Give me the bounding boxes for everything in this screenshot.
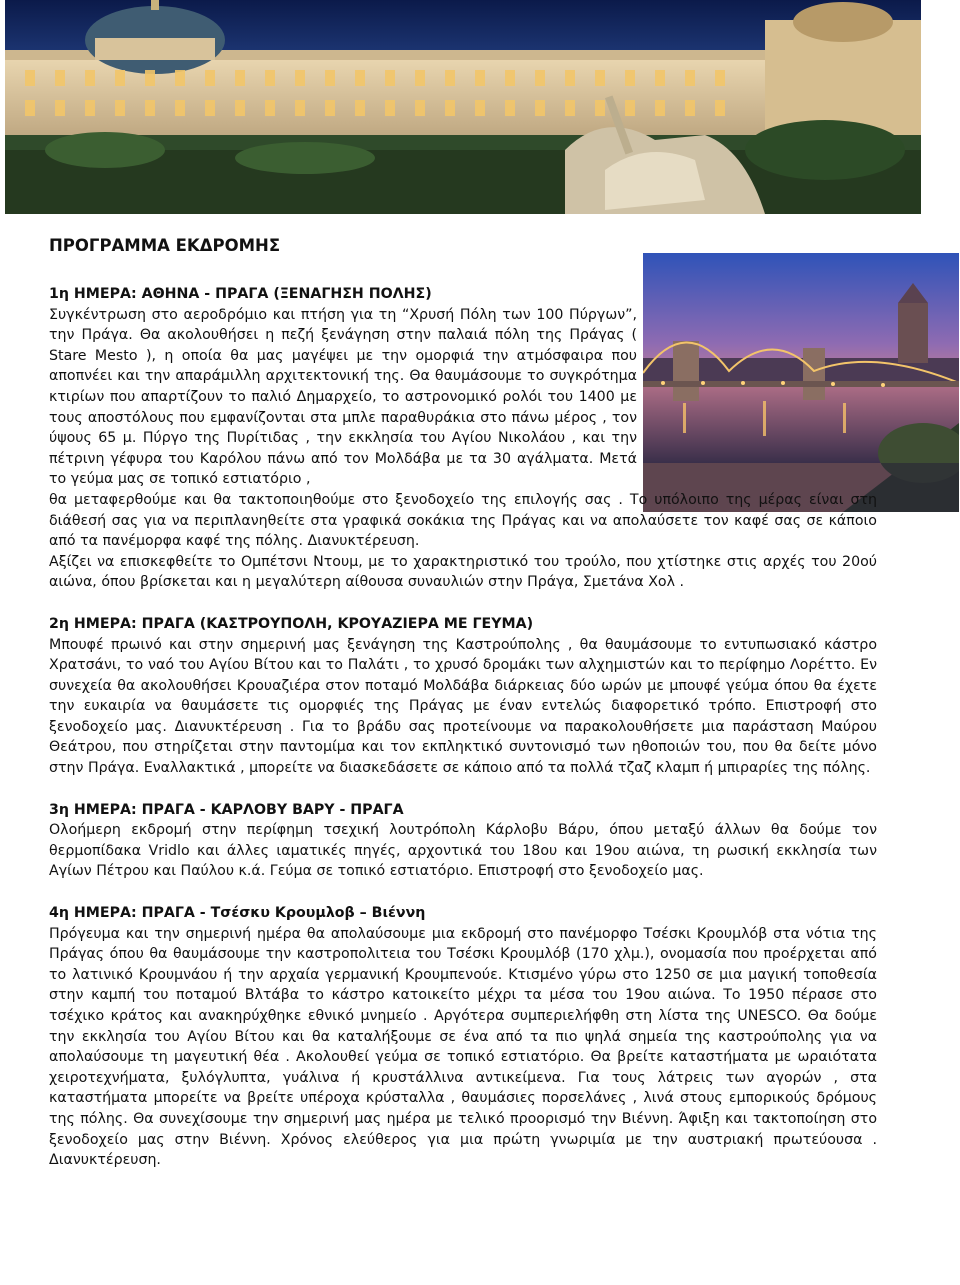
day-1-text-wide: θα μεταφερθούμε και θα τακτοποιηθούμε στο ξενοδοχείο της επιλογής σας . Το υπόλοιπο της μέρας είναι στη διάθεσή σας για να περιπλανηθείτε στα γραφικά σοκάκια της Πράγας και να απολαύσετε τον καφέ σας σε κάποιο από τα πανέμορφα καφέ της πόλης. Διανυκτέρευση. (49, 491, 877, 550)
day-2-text: Μπουφέ πρωινό και στην σημερινή μας ξενάγηση της Καστρούπολης , θα θαυμάσουμε το εντυπωσιακό κάστρο Χρατσάνι, το ναό του Αγίου Βίτου και το Παλάτι , το χρυσό δρομάκι των αλχημιστών και το περίφημο Λορέττο. Εν συνεχεία θα ακολουθήσει Κρουαζιέρα στον ποταμό Μολδάβα διάρκειας δύο ωρών με μπουφέ γεύμα όπου θα έχετε την ευκαιρία να θαυμάσετε τις ομορφιές της Πράγας με έναν εντελώς διαφορετικό τρόπο. Επιστροφή στο ξενοδοχείο μας. Διανυκτέρευση . Για το βράδυ σας προτείνουμε να παρακολουθήσετε μια παράσταση Μαύρου Θεάτρου, που στηρίζεται στην παντομίμα και τον εκπληκτικό συντονισμό των ηθοποιών του, που θα δείτε μόνο στην Πράγα. Εναλλακτικά , μπορείτε να διασκεδάσετε σε κάποιο από τα πολλά τζαζ κλαμπ ή μπιραρίες της πόλης. (49, 636, 877, 777)
day-1 (49, 284, 877, 593)
day-3 (49, 800, 877, 882)
day-2-heading: 2η ΗΜΕΡΑ: ΠΡΑΓΑ (ΚΑΣΤΡΟΥΠΟΛΗ, ΚΡΟΥΑΖΙΕΡΑ ΜΕ ΓΕΥΜΑ) (49, 615, 534, 632)
day-3-text: Ολοήμερη εκδρομή στην περίφημη τσεχική λουτρόπολη Κάρλοβυ Βάρυ, όπου μεταξύ άλλων θα δούμε τον θερμοπίδακα Vridlo και άλλες ιαματικές πηγές, αρχοντικά του 18ου και 19ου αιώνα, τη ρωσική εκκλησία των Αγίων Πέτρου και Παύλου κ.ά. Γεύμα σε τοπικό εστιατόριο. Επιστροφή στο ξενοδοχείο μας. (49, 822, 877, 880)
day-2 (49, 614, 877, 779)
day-1-heading: 1η ΗΜΕΡΑ: ΑΘΗΝΑ - ΠΡΑΓΑ (ΞΕΝΑΓΗΣΗ ΠΟΛΗΣ) (49, 286, 432, 302)
day-1-text-extra: Αξίζει να επισκεφθείτε το Ομπέτσνι Ντουμ, με το χαρακτηριστικό του τρούλο, που χτίστηκε στις αρχές του 20ού αιώνα, όπου βρίσκεται και η μεγαλύτερη αίθουσα συναυλιών στην Πράγα, Σμετάνα Χολ . (49, 553, 877, 591)
day-3-heading: 3η ΗΜΕΡΑ: ΠΡΑΓΑ - ΚΑΡΛΟΒΥ ΒΑΡΥ - ΠΡΑΓΑ (49, 801, 404, 818)
day-4-heading: 4η ΗΜΕΡΑ: ΠΡΑΓΑ - Τσέσκυ Κρουμλοβ – Βιέννη (49, 905, 426, 922)
day-4-text: Πρόγευμα και την σημερινή ημέρα θα απολαύσουμε μια εκδρομή στο πανέμορφο Τσέσκι Κρουμλόβ στα νότια της Πράγας όπου θα θαυμάσουμε την καστροπολιτεια του Τσέσκι Κρουμλόβ (170 χλμ.), ονομασία που προέρχεται από το λατινικό Κρουμνάου ή την αρχαία γερμανική Κρουμπενούε. Κτισμένο γύρω στο 1250 σε μια μαγική τοποθεσία στην καμπή του ποταμού Βλτάβα το κάστρο κατοικείτο μέχρι τα μέσα του 19ου αιώνα. Το 1950 πέρασε στο τσέχικο κράτος και ανακηρύχθηκε εθνικό μνημείο . Αργότερα συμπεριελήφθη στη λίστα της UNESCO. Θα δούμε την εκκλησία του Αγίου Βίτου και θα καταλήξουμε σε ένα από τα πιο ψηλά σημεία της καστρούπολης για να απολαύσουμε τη μαγευτική θέα . Ακολουθεί γεύμα σε τοπικό εστιατόριο. Θα βρείτε καταστήματα με ωραιότατα χειροτεχνήματα, ξυλόγλυπτα, γυάλινα ή κρυστάλλινα αντικείμενα. Για τους λάτρεις των αγορών , στα καταστήματα μπορείτε να βρείτε υπέροχα κρύσταλλα , θαυμάσιες πορσελάνες , λινά στους εμπορικούς δρόμους της πόλης. Θα συνεχίσουμε την σημερινή μας ημέρα με τελικό προορισμό την Βιέννη. Άφιξη και τακτοποίηση στο ξενοδοχείο μας στην Βιέννη. Χρόνος ελεύθερος για μια πρώτη γνωριμία με την αυστριακή πρωτεύουσα . Διανυκτέρευση. (49, 925, 877, 1169)
page-title: ΠΡΟΓΡΑΜΜΑ ΕΚΔΡΟΜΗΣ (49, 236, 281, 255)
itinerary (49, 236, 877, 1192)
day-4 (49, 903, 877, 1171)
day-1-text-narrow: Συγκέντρωση στο αεροδρόμιο και πτήση για τη “Χρυσή Πόλη των 100 Πύργων”, την Πράγα. Θα ακολουθήσει η πεζή ξενάγηση στην παλαιά πόλη της Πράγας ( Stare Mesto ), η οποία θα μας μαγέψει με την ομορφιά την ατμόσφαιρα που αποπνέει και την απαράμιλλη αρχιτεκτονική της. Θα θαυμάσουμε το συγκρότημα κτιρίων που απαρτίζουν το παλιό Δημαρχείο, το αστρονομικό ρολόι του 1400 με τους αποστόλους που εμφανίζονται στα μπλε παραθυράκια στο πάνω μέρος , τον ύψους 65 μ. Πύργο της Πυρίτιδας , την εκκλησία του Αγίου Νικολάου , και την πέτρινη γέφυρα του Καρόλου πάνω από τον Μολδάβα με τα 30 αγάλματα. Μετά το γεύμα μας σε τοπικό εστιατόριο , (49, 306, 637, 488)
palace-illustration (5, 0, 921, 214)
header-photo (5, 0, 921, 214)
